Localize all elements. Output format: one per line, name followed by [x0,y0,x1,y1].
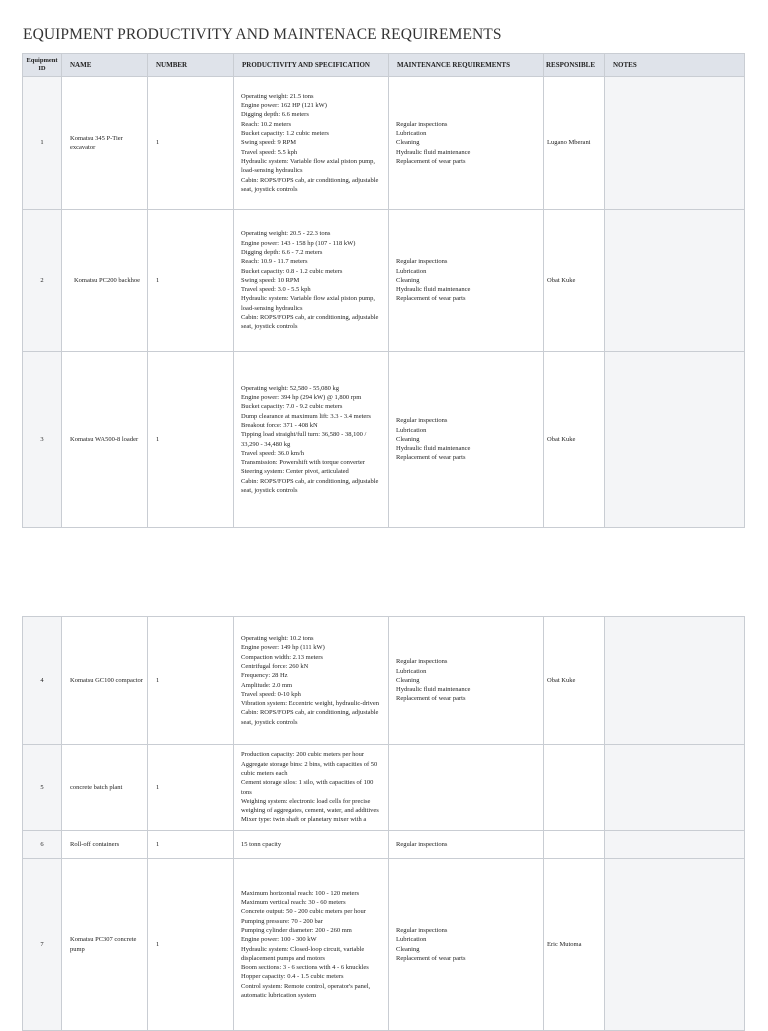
maintenance-cell: Regular inspections Lubrication Cleaning Hydraulic fluid maintenance Replacement of wear parts [389,617,544,745]
table-row [23,859,745,1031]
responsible-cell [544,745,605,831]
notes-cell [605,210,745,352]
table-row [23,210,745,352]
name-cell: Komatsu WA500-8 loader [62,352,148,528]
maintenance-cell [389,745,544,831]
equipment-table-page-1 [22,53,745,528]
name-cell: Komatsu GC100 compactor [62,617,148,745]
equipment-table-page-2 [22,616,745,1031]
header-maintenance: MAINTENANCE REQUIREMENTS [389,54,544,77]
maintenance-cell: Regular inspections Lubrication Cleaning Hydraulic fluid maintenance Replacement of wear parts [389,352,544,528]
responsible-cell: Obat Kuke [544,617,605,745]
name-cell: concrete batch plant [62,745,148,831]
equipment-id-cell: 2 [23,210,62,352]
maintenance-cell: Regular inspections Lubrication Cleaning Hydraulic fluid maintenance Replacement of wear parts [389,210,544,352]
header-equipment-id: Equipment ID [23,54,62,77]
responsible-cell: Obat Kuke [544,210,605,352]
name-cell: Roll-off containers [62,831,148,859]
productivity-cell: Maximum horizontal reach: 100 - 120 meters Maximum vertical reach: 30 - 60 meters Concrete output: 50 - 200 cubic meters per hour Pumping pressure: 70 - 200 bar Pumping cylinder diameter: 200 - 260 mm Engine power: 100 - 300 kW Hydraulic system: Closed-loop circuit, variable displacement pumps and motors Boom sections: 3 - 6 sections with 4 - 6 knuckles Hopper capacity: 0.4 - 1.5 cubic meters Control system: Remote control, operator's panel, automatic lubrication system [234,859,389,1031]
productivity-cell: Production capacity: 200 cubic meters per hour Aggregate storage bins: 2 bins, with capacities of 50 cubic meters each Cement storage silos: 1 silo, with capacities of 100 tons Weighing system: electronic load cells for precise weighing of aggregates, cement, water, and additives Mixer type: twin shaft or planetary mixer with a [234,745,389,831]
header-name: NAME [62,54,148,77]
notes-cell [605,745,745,831]
maintenance-cell: Regular inspections Lubrication Cleaning Replacement of wear parts [389,859,544,1031]
equipment-id-cell: 4 [23,617,62,745]
notes-cell [605,77,745,210]
number-cell: 1 [148,77,234,210]
number-cell: 1 [148,210,234,352]
header-row [23,54,745,77]
equipment-id-cell: 7 [23,859,62,1031]
name-cell: Komatsu PC307 concrete pump [62,859,148,1031]
table-row [23,745,745,831]
equipment-id-cell: 6 [23,831,62,859]
number-cell: 1 [148,617,234,745]
productivity-cell: Operating weight: 10.2 tons Engine power: 149 hp (111 kW) Compaction width: 2.13 meters Centrifugal force: 260 kN Frequency: 28 Hz Amplitude: 2.0 mm Travel speed: 0-10 kph Vibration system: Eccentric weight, hydraulic-driven Cabin: ROPS/FOPS cab, air conditioning, adjustable seat, joystick controls [234,617,389,745]
productivity-cell: Operating weight: 52,580 - 55,080 kg Engine power: 394 hp (294 kW) @ 1,800 rpm Bucket capacity: 7.0 - 9.2 cubic meters Dump clearance at maximum lift: 3.3 - 3.4 meters Breakout force: 371 - 408 kN Tipping load straight/full turn: 36,580 - 38,100 / 33,290 - 34,480 kg Travel speed: 36.0 km/h Transmission: Powershift with torque converter Steering system: Center pivot, articulated Cabin: ROPS/FOPS cab, air conditioning, adjustable seat, joystick controls [234,352,389,528]
table-row [23,352,745,528]
maintenance-cell: Regular inspections [389,831,544,859]
maintenance-cell: Regular inspections Lubrication Cleaning Hydraulic fluid maintenance Replacement of wear parts [389,77,544,210]
responsible-cell: Eric Mutoma [544,859,605,1031]
number-cell: 1 [148,831,234,859]
header-responsible: RESPONSIBLE [544,54,605,77]
equipment-id-cell: 3 [23,352,62,528]
notes-cell [605,617,745,745]
responsible-cell: Lugano Mberani [544,77,605,210]
number-cell: 1 [148,859,234,1031]
table-row [23,831,745,859]
productivity-cell: 15 tonn cpacity [234,831,389,859]
header-notes: NOTES [605,54,745,77]
table-row [23,617,745,745]
notes-cell [605,352,745,528]
number-cell: 1 [148,352,234,528]
productivity-cell: Operating weight: 20.5 - 22.3 tons Engine power: 143 - 158 hp (107 - 118 kW) Digging depth: 6.6 - 7.2 meters Reach: 10.9 - 11.7 meters Bucket capacity: 0.8 - 1.2 cubic meters Swing speed: 10 RPM Travel speed: 3.0 - 5.5 kph Hydraulic system: Variable flow axial piston pump, load-sensing hydraulics Cabin: ROPS/FOPS cab, air conditioning, adjustable seat, joystick controls [234,210,389,352]
notes-cell [605,831,745,859]
header-productivity: PRODUCTIVITY AND SPECIFICATION [234,54,389,77]
name-cell: Komatsu 345 P-Tier excavator [62,77,148,210]
equipment-id-cell: 5 [23,745,62,831]
productivity-cell: Operating weight: 21.5 tons Engine power: 162 HP (121 kW) Digging depth: 6.6 meters Reach: 10.2 meters Bucket capacity: 1.2 cubic meters Swing speed: 9 RPM Travel speed: 5.5 kph Hydraulic system: Variable flow axial piston pump, load-sensing hydraulics Cabin: ROPS/FOPS cab, air conditioning, adjustable seat, joystick controls [234,77,389,210]
document-title: EQUIPMENT PRODUCTIVITY AND MAINTENACE REQUIREMENTS [23,26,502,43]
notes-cell [605,859,745,1031]
equipment-id-cell: 1 [23,77,62,210]
responsible-cell: Obat Kuke [544,352,605,528]
responsible-cell [544,831,605,859]
table-row [23,77,745,210]
number-cell: 1 [148,745,234,831]
header-number: NUMBER [148,54,234,77]
name-cell: Komatsu PC200 backhoe [62,210,148,352]
